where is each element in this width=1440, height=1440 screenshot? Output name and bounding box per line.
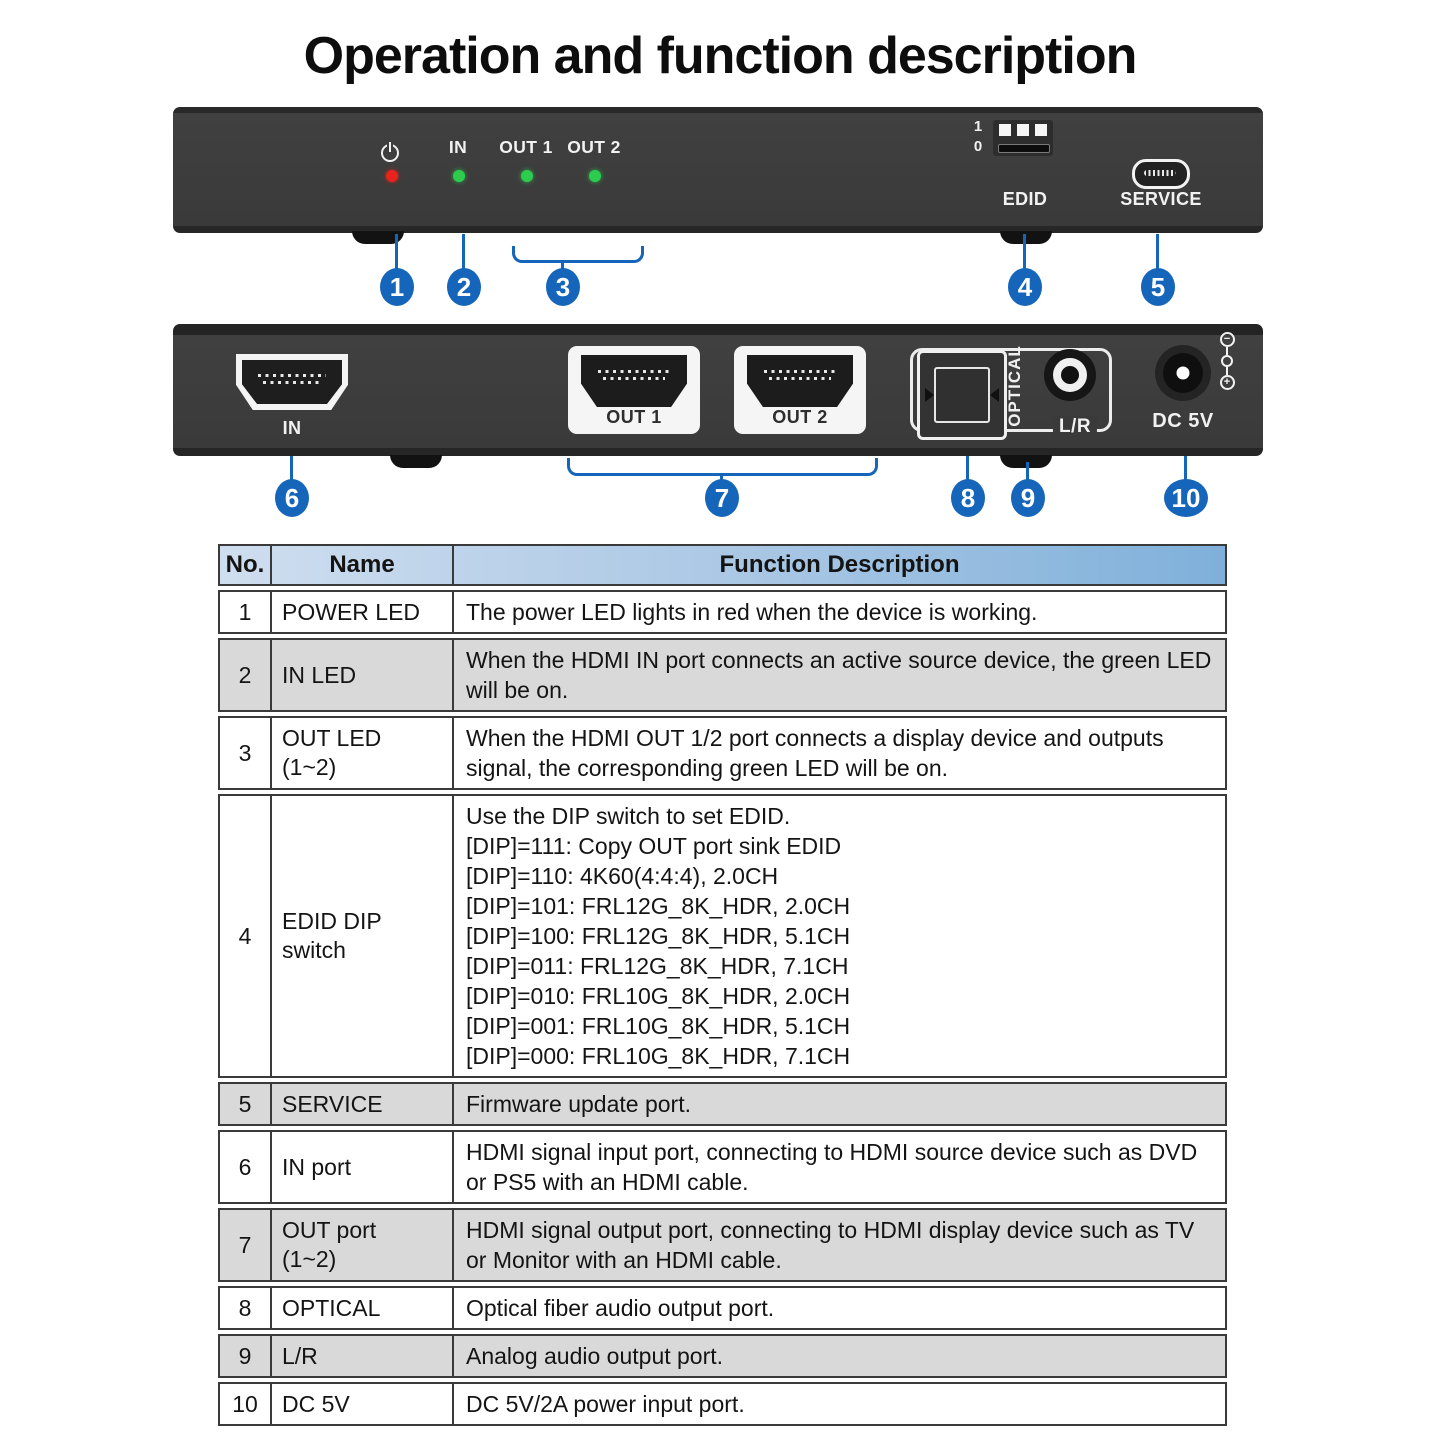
hdmi-pins xyxy=(258,374,326,384)
front-out1-label: OUT 1 xyxy=(499,137,553,157)
lr-jack-ring xyxy=(1053,358,1087,392)
lr-jack-icon xyxy=(1044,349,1096,401)
callout-badge-5: 5 xyxy=(1141,268,1175,306)
row-number: 10 xyxy=(218,1382,270,1426)
row-name: DC 5V xyxy=(270,1382,452,1426)
leader-line-6 xyxy=(290,456,293,480)
optical-port-icon xyxy=(917,350,1007,440)
row-number: 2 xyxy=(218,638,270,712)
col-header-name: Name xyxy=(270,544,452,586)
device-front-panel xyxy=(173,107,1263,233)
callout-badge-9: 9 xyxy=(1011,479,1045,517)
out2-port-label: OUT 2 xyxy=(772,407,828,427)
leader-line-10 xyxy=(1184,456,1187,480)
leader-line-9 xyxy=(1026,462,1029,480)
table-row xyxy=(218,794,1227,1078)
dc-jack-icon xyxy=(1155,345,1211,401)
table-header-row xyxy=(218,544,1227,586)
polarity-plus: + xyxy=(1220,375,1235,390)
device-foot xyxy=(390,455,442,468)
hdmi-pins xyxy=(598,370,670,380)
power-icon xyxy=(380,143,400,163)
col-header-desc: Function Description xyxy=(452,544,1227,586)
dip-slot xyxy=(998,144,1050,153)
callout-badge-8: 8 xyxy=(951,479,985,517)
table-row xyxy=(218,1208,1227,1282)
in-led xyxy=(453,170,465,182)
row-description: Analog audio output port. xyxy=(452,1334,1227,1378)
callout-badge-7: 7 xyxy=(705,479,739,517)
table-row xyxy=(218,1382,1227,1426)
row-name: IN port xyxy=(270,1130,452,1204)
table-row xyxy=(218,638,1227,712)
service-label: SERVICE xyxy=(1120,189,1202,209)
dip-zero-label: 0 xyxy=(973,138,983,155)
row-description: HDMI signal input port, connecting to HDMI source device such as DVD or PS5 with an HDMI cable. xyxy=(452,1130,1227,1204)
hdmi-out1-port xyxy=(568,346,700,434)
function-table-body xyxy=(218,544,1227,1426)
function-table xyxy=(218,540,1227,1430)
row-description: Firmware update port. xyxy=(452,1082,1227,1126)
dc-jack-pin xyxy=(1177,367,1190,380)
row-name: SERVICE xyxy=(270,1082,452,1126)
row-number: 6 xyxy=(218,1130,270,1204)
row-name: OUT port (1~2) xyxy=(270,1208,452,1282)
table-row xyxy=(218,716,1227,790)
leader-line-1 xyxy=(395,234,398,270)
table-row xyxy=(218,1082,1227,1126)
callout-badge-1: 1 xyxy=(380,268,414,306)
row-name: POWER LED xyxy=(270,590,452,634)
front-in-label: IN xyxy=(448,137,468,157)
optical-wedge xyxy=(990,388,999,402)
row-number: 9 xyxy=(218,1334,270,1378)
callout-badge-10: 10 xyxy=(1164,479,1208,517)
hdmi-pins xyxy=(764,370,836,380)
row-description: Optical fiber audio output port. xyxy=(452,1286,1227,1330)
row-number: 3 xyxy=(218,716,270,790)
row-number: 4 xyxy=(218,794,270,1078)
row-description: HDMI signal output port, connecting to HDMI display device such as TV or Monitor with an HDMI cable. xyxy=(452,1208,1227,1282)
col-header-no: No. xyxy=(218,544,270,586)
front-out2-label: OUT 2 xyxy=(567,137,621,157)
table-row xyxy=(218,1334,1227,1378)
lr-label: L/R xyxy=(1053,416,1097,438)
callout-badge-6: 6 xyxy=(275,479,309,517)
table-row xyxy=(218,1286,1227,1330)
bracket-out-leds xyxy=(512,246,644,263)
polarity-minus: − xyxy=(1220,332,1235,347)
optical-inner xyxy=(934,367,990,423)
row-name: OPTICAL xyxy=(270,1286,452,1330)
row-number: 5 xyxy=(218,1082,270,1126)
callout-badge-4: 4 xyxy=(1008,268,1042,306)
row-name: L/R xyxy=(270,1334,452,1378)
row-description: The power LED lights in red when the device is working. xyxy=(452,590,1227,634)
leader-line-2 xyxy=(462,234,465,270)
out1-led xyxy=(521,170,533,182)
dip-toggle-3 xyxy=(1035,124,1047,136)
hdmi-connector xyxy=(581,355,687,407)
row-description: When the HDMI IN port connects an active source device, the green LED will be on. xyxy=(452,638,1227,712)
polarity-icon xyxy=(1219,332,1235,390)
leader-line-5 xyxy=(1156,234,1159,270)
out1-port-label: OUT 1 xyxy=(606,407,662,427)
device-foot xyxy=(1000,231,1052,244)
usb-c-service-port-icon xyxy=(1132,159,1190,189)
dip-toggle-2 xyxy=(1017,124,1029,136)
callout-badge-3: 3 xyxy=(546,268,580,306)
row-description: DC 5V/2A power input port. xyxy=(452,1382,1227,1426)
page-title: Operation and function description xyxy=(303,27,1137,85)
row-name: OUT LED (1~2) xyxy=(270,716,452,790)
out2-led xyxy=(589,170,601,182)
power-led xyxy=(386,170,398,182)
row-number: 1 xyxy=(218,590,270,634)
optical-wedge xyxy=(925,388,934,402)
hdmi-in-port xyxy=(236,354,348,410)
hdmi-out2-port xyxy=(734,346,866,434)
edid-label: EDID xyxy=(1002,189,1048,209)
leader-line-4 xyxy=(1023,234,1026,270)
row-description: Use the DIP switch to set EDID. [DIP]=111: Copy OUT port sink EDID [DIP]=110: 4K60(4:4:4), 2.0CH [DIP]=101: FRL12G_8K_HDR, 2.0CH [DIP]=100: FRL12G_8K_HDR, 5.1CH [DIP]=011: FRL12G_8K_HDR, 7.1CH [DIP]=010: FRL10G_8K_HDR, 2.0CH [DIP]=001: FRL10G_8K_HDR, 5.1CH [DIP]=000: FRL10G_8K_HDR, 7.1CH xyxy=(452,794,1227,1078)
row-number: 8 xyxy=(218,1286,270,1330)
row-name: IN LED xyxy=(270,638,452,712)
device-back-panel xyxy=(173,324,1263,456)
dc-label: DC 5V xyxy=(1152,410,1214,432)
dip-toggle-1 xyxy=(999,124,1011,136)
leader-line-8 xyxy=(966,456,969,480)
dip-one-label: 1 xyxy=(973,118,983,135)
optical-label: OPTICAL xyxy=(1005,345,1024,427)
back-in-label: IN xyxy=(282,418,302,438)
hdmi-connector xyxy=(747,355,853,407)
table-row xyxy=(218,590,1227,634)
callout-badge-2: 2 xyxy=(447,268,481,306)
row-name: EDID DIP switch xyxy=(270,794,452,1078)
table-row xyxy=(218,1130,1227,1204)
usb-c-teeth xyxy=(1144,170,1176,176)
row-number: 7 xyxy=(218,1208,270,1282)
edid-dip-switch xyxy=(993,120,1053,156)
row-description: When the HDMI OUT 1/2 port connects a display device and outputs signal, the corresponding green LED will be on. xyxy=(452,716,1227,790)
polarity-center xyxy=(1221,355,1233,367)
